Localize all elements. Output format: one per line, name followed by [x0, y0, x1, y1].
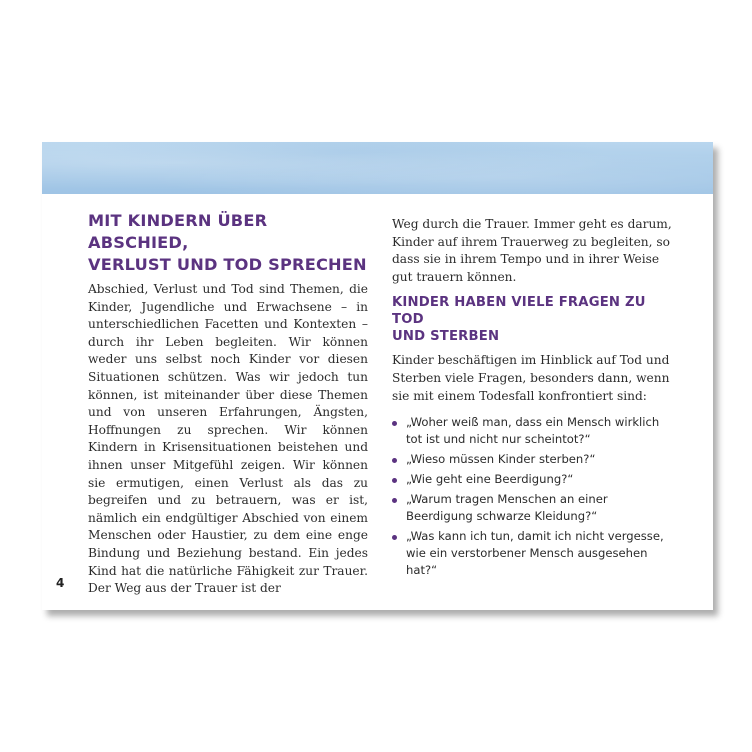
watercolor-banner: [42, 142, 713, 194]
question-item: „Woher weiß man, dass ein Mensch wirklich tot ist und nicht nur scheintot?“: [392, 414, 676, 448]
continuation-paragraph: Weg durch die Trauer. Immer geht es darum, Kinder auf ihrem Trauerweg zu begleiten, so dass sie in ihrem Tempo und in ihrer Weise gut trauern können.: [392, 217, 672, 284]
page-number: 4: [56, 576, 65, 590]
sub-heading: [392, 294, 676, 345]
sub-heading-line1: KINDER HABEN VIELE FRAGEN ZU TOD: [392, 295, 646, 328]
intro-paragraph: Abschied, Verlust und Tod sind Themen, die Kinder, Jugendliche und Erwachsene – in unterschiedlichen Facetten und Kontexten – durch ihr Leben begleiten. Wir können weder uns selbst noch Kinder vor diesen Situationen schützen. Was wir jedoch tun können, ist miteinander über diese Themen und von unseren Erfahrungen, Ängsten, Hoffnungen zu sprechen. Wir können Kindern in Krisensituationen beistehen und ihnen unser Mitgefühl zeigen. Wir können sie ermutigen, einen Verlust als das zu begreifen und zu betrauern, was er ist, nämlich ein endgültiger Abschied von einem Menschen oder Haustier, zu dem eine enge Bindung und Beziehung bestand. Ein jedes Kind hat die natürliche Fähigkeit zur Trauer. Der Weg aus der Trauer ist der: [88, 282, 368, 596]
questions-intro: Kinder beschäftigen im Hinblick auf Tod und Sterben viele Fragen, besonders dann, wenn sie mit einem Todesfall konfrontiert sind:: [392, 353, 670, 403]
sub-heading-line2: UND STERBEN: [392, 329, 500, 345]
question-item: „Wieso müssen Kinder sterben?“: [392, 451, 676, 468]
main-heading: [88, 210, 368, 276]
right-column: [392, 216, 676, 582]
question-item: „Warum tragen Menschen an einer Beerdigung schwarze Kleidung?“: [392, 491, 676, 525]
question-list: [392, 414, 676, 579]
question-item: „Was kann ich tun, damit ich nicht vergesse, wie ein verstorbener Mensch ausgesehen hat?“: [392, 528, 676, 579]
main-heading-line2: VERLUST UND TOD SPRECHEN: [88, 255, 367, 274]
left-column: [88, 210, 368, 598]
question-item: „Wie geht eine Beerdigung?“: [392, 471, 676, 488]
main-heading-line1: MIT KINDERN ÜBER ABSCHIED,: [88, 211, 268, 252]
book-page: [42, 142, 713, 610]
